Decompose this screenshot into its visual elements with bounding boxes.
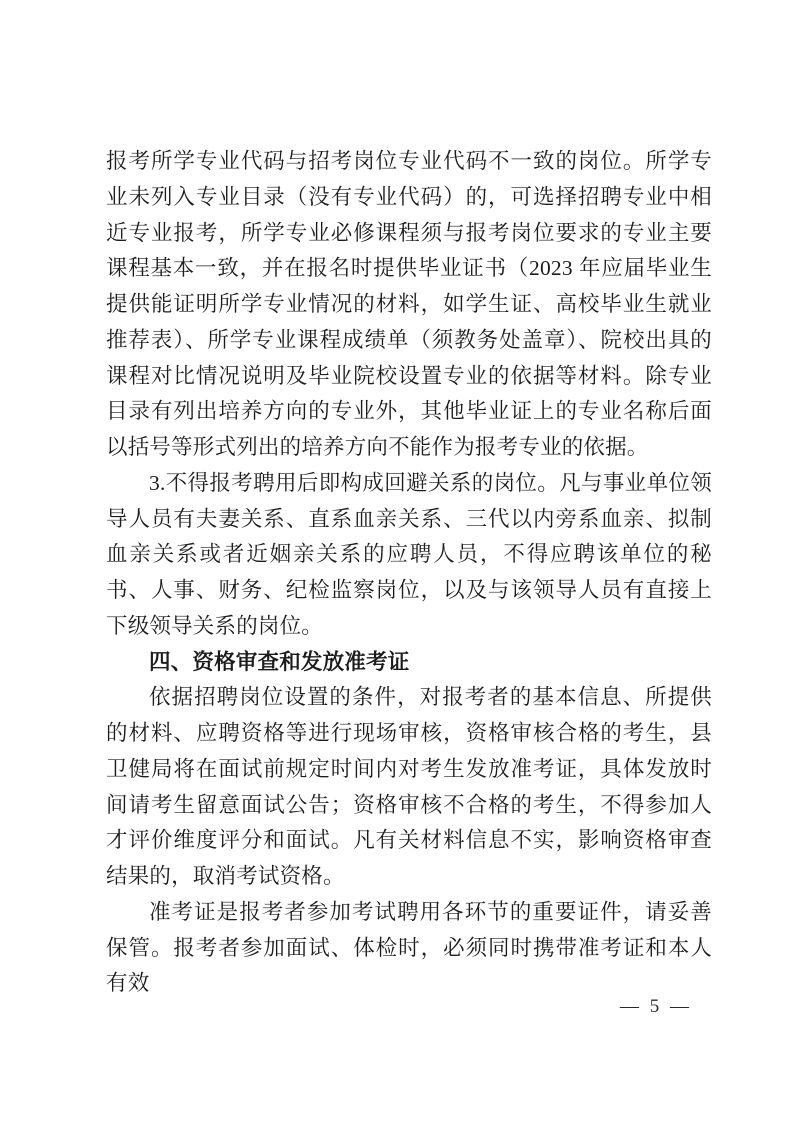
document-body (106, 144, 712, 1002)
paragraph-major-code-continuation: 报考所学专业代码与招考岗位专业代码不一致的岗位。所学专业未列入专业目录（没有专业代码）的，可选择招聘专业中相近专业报考，所学专业必修课程须与报考岗位要求的专业主要课程基本一致，并在报名时提供毕业证书（2023 年应届毕业生提供能证明所学专业情况的材料，如学生证、高校毕业生就业推荐表）、所学专业课程成绩单（须教务处盖章）、院校出具的课程对比情况说明及毕业院校设置专业的依据等材料。除专业目录有列出培养方向的专业外，其他毕业证上的专业名称后面以括号等形式列出的培养方向不能作为报考专业的依据。 (106, 149, 712, 459)
section-heading-qualification-review: 四、资格审查和发放准考证 (149, 649, 410, 674)
paragraph-item3-avoidance: 3.不得报考聘用后即构成回避关系的岗位。凡与事业单位领导人员有夫妻关系、直系血亲关系、三代以内旁系血亲、拟制血亲关系或者近姻亲关系的应聘人员，不得应聘该单位的秘书、人事、财务、纪检监察岗位，以及与该领导人员有直接上下级领导关系的岗位。 (106, 470, 712, 638)
paragraph-admission-certificate: 准考证是报考者参加考试聘用各环节的重要证件，请妥善保管。报考者参加面试、体检时，必须同时携带准考证和本人有效 (106, 899, 712, 996)
page-number: — 5 — (620, 996, 692, 1017)
paragraph-qualification-review: 依据招聘岗位设置的条件，对报考者的基本信息、所提供的材料、应聘资格等进行现场审核，资格审核合格的考生，县卫健局将在面试前规定时间内对考生发放准考证，具体发放时间请考生留意面试公告；资格审核不合格的考生，不得参加人才评价维度评分和面试。凡有关材料信息不实，影响资格审查结果的，取消考试资格。 (106, 685, 712, 888)
